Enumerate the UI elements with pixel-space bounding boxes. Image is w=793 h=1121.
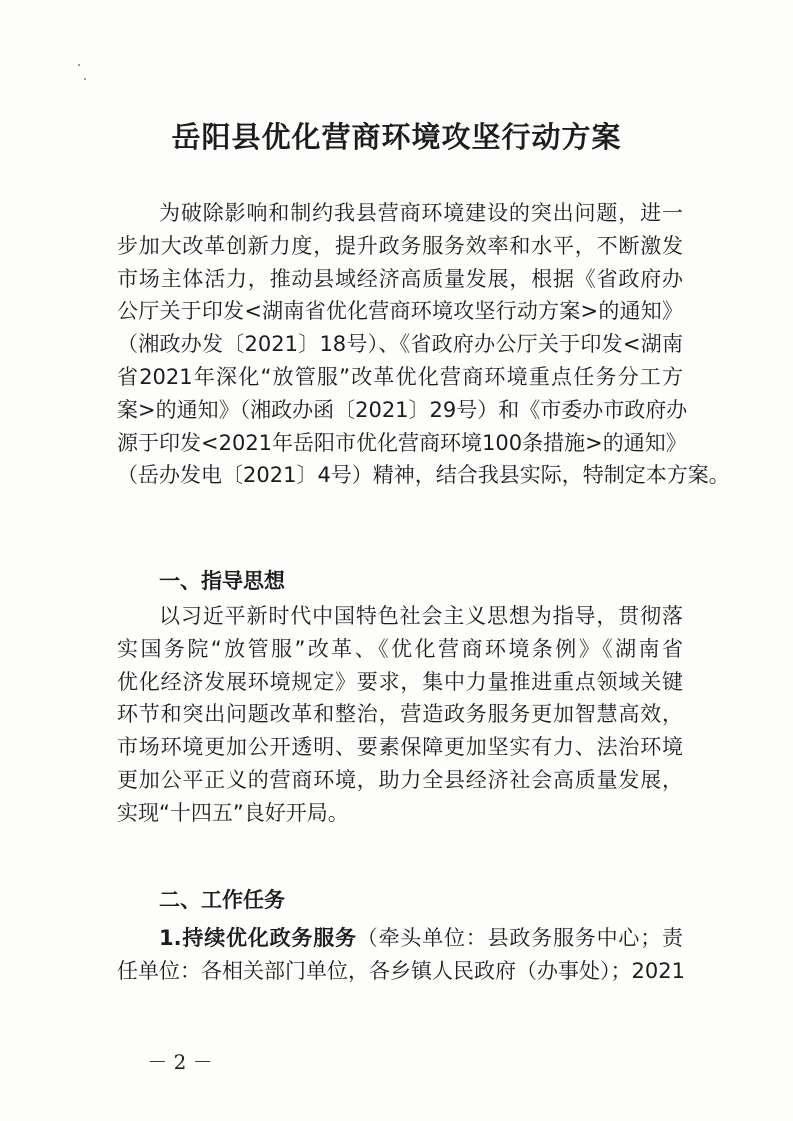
text-line: 源于印发<2021年岳阳市优化营商环境100条措施>的通知》 bbox=[117, 430, 687, 455]
text-line: 任单位：各相关部门单位，各乡镇人民政府（办事处）；2021 bbox=[117, 958, 685, 983]
text-line: 为破除影响和制约我县营商环境建设的突出问题，进一 bbox=[159, 201, 683, 225]
text-line: 更加公平正义的营商环境，助力全县经济社会高质量发展， bbox=[117, 767, 683, 792]
guiding-ideology-paragraph bbox=[117, 600, 683, 830]
text-line: 市场主体活力，推动县域经济高质量发展，根据《省政府办 bbox=[117, 266, 683, 291]
section-heading-guiding-ideology: 一、指导思想 bbox=[159, 569, 285, 593]
text-line: 公厅关于印发<湖南省优化营商环境攻坚行动方案>的通知》 bbox=[117, 299, 683, 324]
text-line: 省2021年深化“放管服”改革优化营商环境重点任务分工方 bbox=[117, 364, 683, 389]
text-line: 以习近平新时代中国特色社会主义思想为指导，贯彻落 bbox=[159, 604, 683, 628]
text-line: 市场环境更加公开透明、要素保障更加坚实有力、法治环境 bbox=[117, 735, 683, 760]
text-line: 实国务院“放管服”改革、《优化营商环境条例》《湖南省 bbox=[117, 636, 683, 661]
text-line: 步加大改革创新力度，提升政务服务效率和水平，不断激发 bbox=[117, 233, 683, 258]
task-1-line1-rest: （牵头单位：县政务服务中心；责 bbox=[356, 926, 683, 950]
scan-speck bbox=[78, 64, 80, 66]
section-heading-work-tasks: 二、工作任务 bbox=[159, 888, 285, 912]
page-number: － 2 － bbox=[147, 1050, 213, 1074]
text-line: （岳办发电〔2021〕4号）精神，结合我县实际，特制定本方案。 bbox=[117, 463, 730, 488]
text-line: 优化经济发展环境规定》要求，集中力量推进重点领域关键 bbox=[117, 669, 683, 694]
text-line: 案>的通知》（湘政办函〔2021〕29号）和《市委办市政府办 bbox=[117, 397, 688, 422]
task-1-title: 1.持续优化政务服务 bbox=[159, 926, 357, 950]
intro-paragraph bbox=[117, 197, 730, 492]
task-1-paragraph bbox=[117, 922, 683, 988]
text-line bbox=[117, 922, 683, 955]
text-line: 环节和突出问题改革和整治，营造政务服务更加智慧高效， bbox=[117, 702, 683, 727]
scan-speck bbox=[84, 78, 86, 80]
document-title: 岳阳县优化营商环境攻坚行动方案 bbox=[171, 120, 622, 154]
text-line: 实现“十四五”良好开局。 bbox=[117, 800, 349, 825]
text-line: （湘政办发〔2021〕18号）、《省政府办公厅关于印发<湖南 bbox=[117, 332, 683, 357]
